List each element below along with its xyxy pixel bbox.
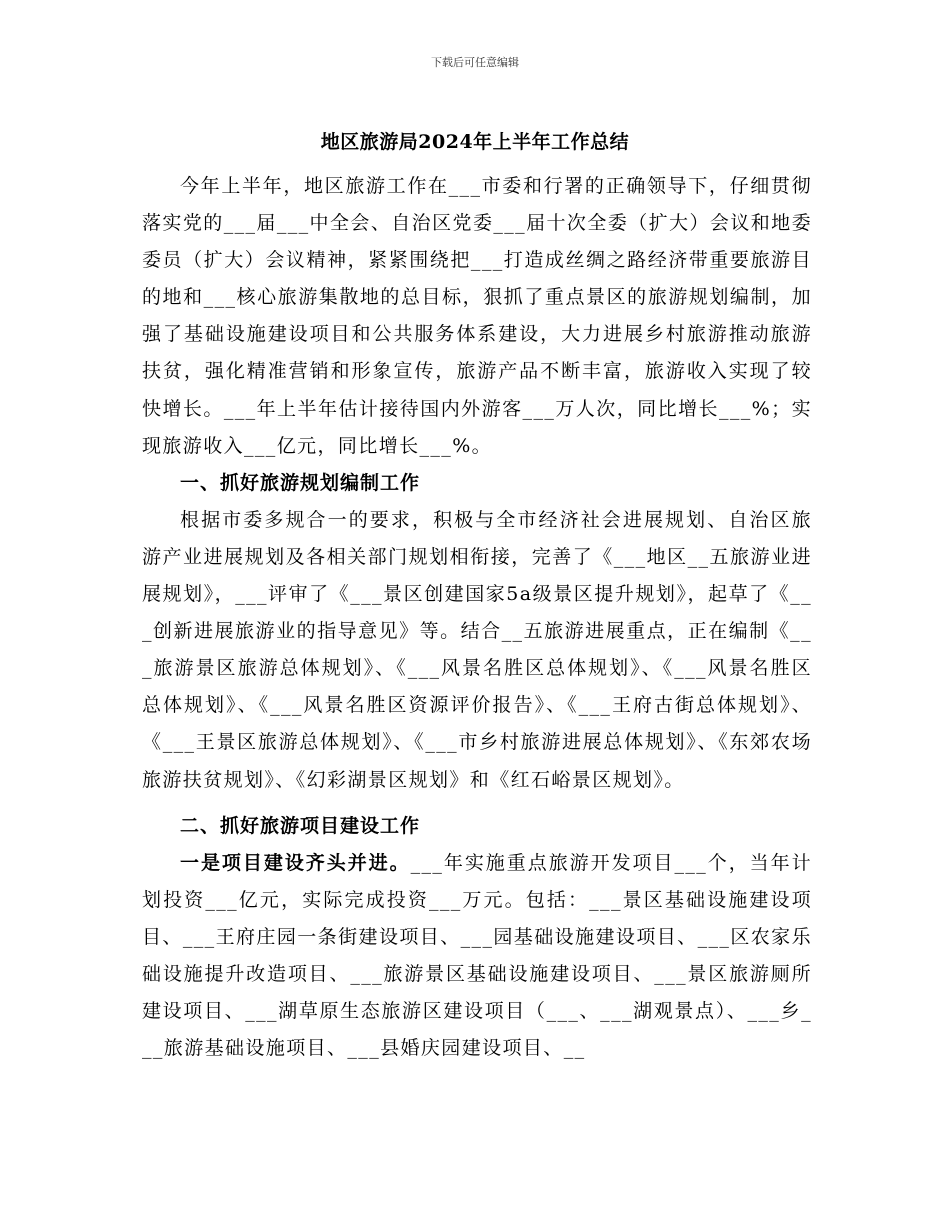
page-header-note: 下载后可任意编辑 bbox=[431, 56, 519, 69]
document-body bbox=[142, 168, 812, 1067]
section-2-lead: 一是项目建设齐头并进。 bbox=[180, 851, 411, 874]
section-2-paragraph bbox=[142, 845, 812, 1068]
section-1-paragraph: 根据市委多规合一的要求，积极与全市经济社会进展规划、自治区旅游产业进展规划及各相关部门规划相衔接，完善了《___地区__五旅游业进展规划》，___评审了《___景区创建国家5a级景区提升规划》，起草了《___创新进展旅游业的指导意见》等。结合__五旅游进展重点，正在编制《___旅游景区旅游总体规划》、《___风景名胜区总体规划》、《___风景名胜区总体规划》、《___风景名胜区资源评价报告》、《___王府古街总体规划》、《___王景区旅游总体规划》、《___市乡村旅游进展总体规划》、《东郊农场旅游扶贫规划》、《幻彩湖景区规划》和《红石峪景区规划》。 bbox=[142, 508, 812, 791]
section-2-heading: 二、抓好旅游项目建设工作 bbox=[180, 814, 421, 837]
intro-paragraph: 今年上半年，地区旅游工作在___市委和行署的正确领导下，仔细贯彻落实党的___届___中全会、自治区党委___届十次全委（扩大）会议和地委委员（扩大）会议精神，紧紧围绕把___打造成丝绸之路经济带重要旅游目的地和___核心旅游集散地的总目标，狠抓了重点景区的旅游规划编制，加强了基础设施建设项目和公共服务体系建设，大力进展乡村旅游推动旅游扶贫，强化精准营销和形象宣传，旅游产品不断丰富，旅游收入实现了较快增长。___年上半年估计接待国内外游客___万人次，同比增长___%；实现旅游收入___亿元，同比增长___%。 bbox=[142, 175, 812, 457]
section-2-body: ___年实施重点旅游开发项目___个，当年计划投资___亿元，实际完成投资___万元。包括：___景区基础设施建设项目、___王府庄园一条街建设项目、___园基础设施建设项目、___区农家乐础设施提升改造项目、___旅游景区基础设施建设项目、___景区旅游厕所建设项目、___湖草原生态旅游区建设项目（___、___湖观景点）、___乡___旅游基础设施项目、___县婚庆园建设项目、__ bbox=[142, 851, 812, 1060]
document-title: 地区旅游局2024年上半年工作总结 bbox=[320, 131, 630, 153]
section-1-heading: 一、抓好旅游规划编制工作 bbox=[180, 471, 421, 494]
